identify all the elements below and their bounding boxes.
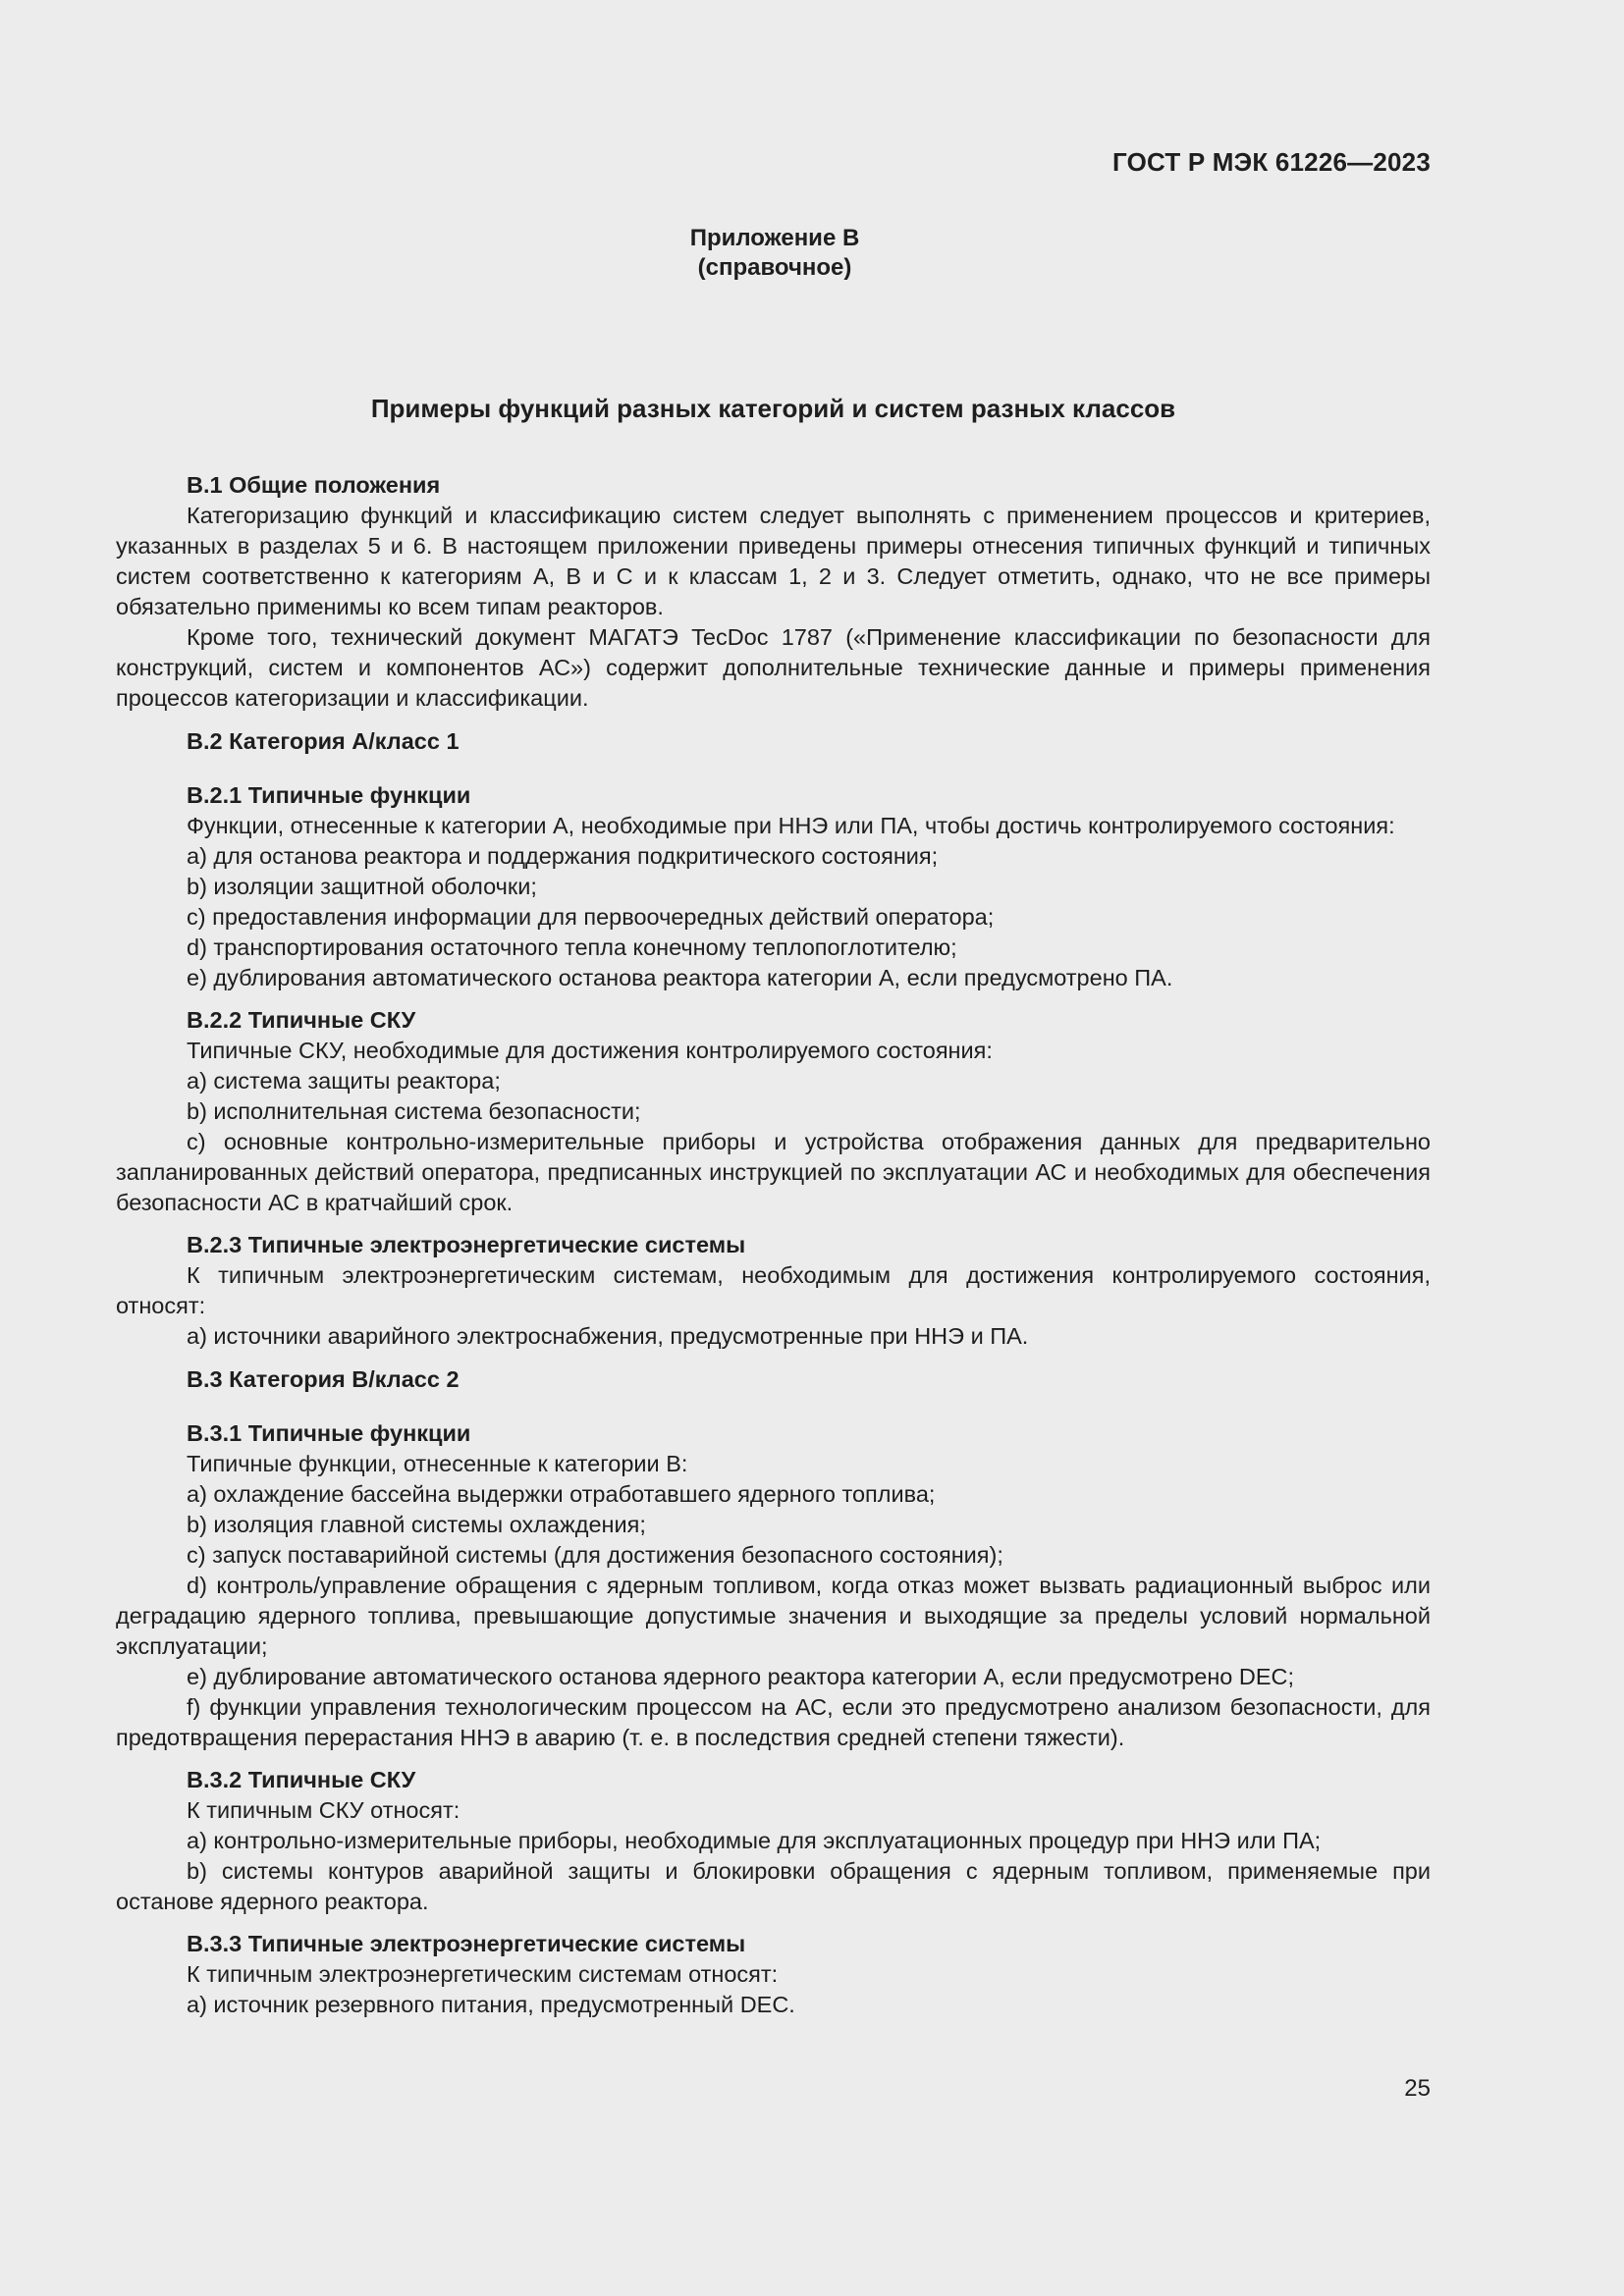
paragraph: К типичным электроэнергетическим системам, необходимым для достижения контролируемого состояния, относят: [116, 1262, 1431, 1318]
list-item: b) исполнительная система безопасности; [187, 1098, 641, 1124]
appendix-type: (справочное) [697, 254, 852, 281]
list-item: f) функции управления технологическим процессом на АС, если это предусмотрено анализом безопасности, для предотвращения перерастания ННЭ в аварию (т. е. в последствия средней степени тяжести). [116, 1694, 1431, 1750]
subsection-heading-b3-1: В.3.1 Типичные функции [187, 1420, 471, 1446]
list-item: b) изоляция главной системы охлаждения; [187, 1512, 646, 1537]
paragraph: Категоризацию функций и классификацию систем следует выполнять с применением процессов и критериев, указанных в разделах 5 и 6. В настоящем приложении приведены примеры отнесения типичных функций и типичных систем соответственно к категориям А, В и С и к классам 1, 2 и 3. Следует отметить, однако, что не все примеры обязательно применимы ко всем типам реакторов. [116, 503, 1431, 619]
paragraph: К типичным СКУ относят: [187, 1797, 460, 1823]
document-body [116, 470, 1431, 2020]
section-heading-b3: В.3 Категория В/класс 2 [187, 1366, 460, 1392]
list-item: b) изоляции защитной оболочки; [187, 874, 537, 899]
section-heading-b2: В.2 Категория А/класс 1 [187, 728, 460, 754]
list-item: a) система защиты реактора; [187, 1068, 501, 1094]
list-item: a) источники аварийного электроснабжения, предусмотренные при ННЭ и ПА. [187, 1323, 1029, 1349]
subsection-heading-b3-2: В.3.2 Типичные СКУ [187, 1767, 416, 1792]
appendix-heading [0, 224, 1549, 283]
list-item: e) дублирование автоматического останова ядерного реактора категории А, если предусмотрено DEC; [187, 1664, 1295, 1689]
subsection-heading-b3-3: В.3.3 Типичные электроэнергетические системы [187, 1931, 746, 1956]
list-item: c) предоставления информации для первоочередных действий оператора; [187, 904, 995, 930]
subsection-heading-b2-2: В.2.2 Типичные СКУ [187, 1007, 416, 1033]
list-item: c) запуск поставарийной системы (для достижения безопасного состояния); [187, 1542, 1003, 1568]
paragraph: Функции, отнесенные к категории А, необходимые при ННЭ или ПА, чтобы достичь контролируемого состояния: [187, 813, 1395, 838]
list-item: d) транспортирования остаточного тепла конечному теплопоглотителю; [187, 934, 957, 960]
paragraph: К типичным электроэнергетическим системам относят: [187, 1961, 779, 1987]
subsection-heading-b2-3: В.2.3 Типичные электроэнергетические системы [187, 1232, 746, 1257]
paragraph: Кроме того, технический документ МАГАТЭ TecDoc 1787 («Применение классификации по безопасности для конструкций, систем и компонентов АС») содержит дополнительные технические данные и примеры применения процессов категоризации и классификации. [116, 624, 1431, 711]
list-item: a) для останова реактора и поддержания подкритического состояния; [187, 843, 939, 869]
list-item: c) основные контрольно-измерительные приборы и устройства отображения данных для предварительно запланированных действий оператора, предписанных инструкцией по эксплуатации АС и необходимых для обеспечения безопасности АС в кратчайший срок. [116, 1129, 1431, 1215]
standard-code: ГОСТ Р МЭК 61226—2023 [1111, 147, 1431, 177]
appendix-title: Примеры функций разных категорий и систем разных классов [370, 394, 1176, 423]
list-item: d) контроль/управление обращения с ядерным топливом, когда отказ может вызвать радиационный выброс или деградацию ядерного топлива, превышающие допустимые значения и выходящие за пределы условий нормальной эксплуатации; [116, 1573, 1431, 1659]
subsection-heading-b2-1: В.2.1 Типичные функции [187, 782, 471, 808]
list-item: a) источник резервного питания, предусмотренный DEC. [187, 1992, 795, 2017]
page-number: 25 [1404, 2075, 1431, 2102]
list-item: a) контрольно-измерительные приборы, необходимые для эксплуатационных процедур при ННЭ или ПА; [187, 1828, 1322, 1853]
section-heading-b1: В.1 Общие положения [187, 472, 441, 498]
paragraph: Типичные СКУ, необходимые для достижения контролируемого состояния: [187, 1038, 993, 1063]
paragraph: Типичные функции, отнесенные к категории В: [187, 1451, 688, 1476]
appendix-label: Приложение В [689, 225, 860, 251]
list-item: a) охлаждение бассейна выдержки отработавшего ядерного топлива; [187, 1481, 936, 1507]
list-item: e) дублирования автоматического останова реактора категории А, если предусмотрено ПА. [187, 965, 1173, 990]
list-item: b) системы контуров аварийной защиты и блокировки обращения с ядерным топливом, применяемые при останове ядерного реактора. [116, 1858, 1431, 1914]
